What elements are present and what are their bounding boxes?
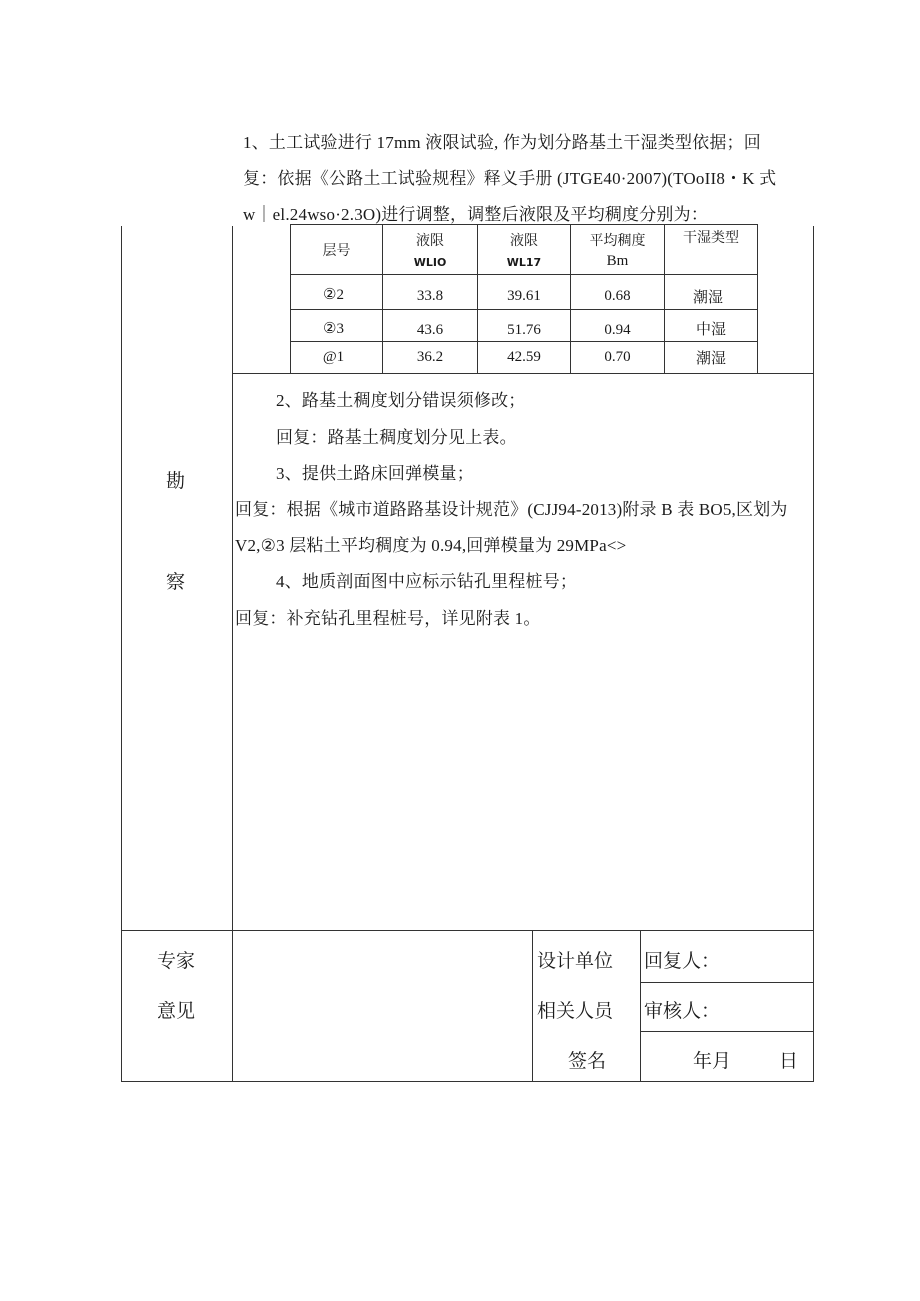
- inner-col-line-5: [757, 224, 758, 373]
- inner-table-divider: [232, 373, 814, 374]
- row1-wl17: 39.61: [507, 287, 541, 304]
- side-label-cha: 察: [166, 572, 186, 593]
- row2-wl17: 51.76: [507, 321, 541, 338]
- row1-wl10: 33.8: [416, 287, 444, 304]
- outer-left-border: [121, 226, 122, 1082]
- reviewer-label: 审核人：: [644, 1001, 721, 1022]
- footer-top-border: [121, 930, 814, 931]
- date-day: 日: [779, 1051, 799, 1072]
- body-reply-3-line-2: V2,②3 层粘土平均稠度为 0.94,回弹模量为 29MPa<>: [235, 536, 627, 555]
- intro-line-2: 复：依据《公路土工试验规程》释义手册 (JTGE40·2007)(TOoII8・K 式: [243, 169, 777, 188]
- replier-label: 回复人：: [644, 951, 721, 972]
- row2-wl10: 43.6: [416, 321, 444, 338]
- header-type: 干湿类型: [683, 230, 739, 246]
- row1-type: 潮湿: [692, 289, 723, 306]
- date-year-month: 年月: [693, 1051, 732, 1072]
- body-reply-2: 回复：路基土稠度划分见上表。: [276, 428, 517, 447]
- header-wl10-label: 液限: [416, 233, 444, 249]
- body-item-3: 3、提供土路床回弹模量；: [276, 464, 474, 483]
- row2-layer: ②3: [323, 320, 344, 337]
- expert-label-line-2: 意见: [157, 1001, 196, 1022]
- header-wl10: [383, 225, 477, 274]
- footer-divider-design: [532, 930, 533, 1082]
- header-consistency-label: 平均稠度: [589, 232, 646, 249]
- body-item-2: 2、路基土稠度划分错误须修改；: [276, 391, 526, 410]
- header-consistency-sub: Bm: [606, 252, 629, 269]
- row1-bm: 0.68: [604, 287, 631, 304]
- body-reply-4: 回复：补充钻孔里程桩号，详见附表 1。: [235, 609, 541, 628]
- row3-wl17: 42.59: [507, 349, 541, 365]
- expert-label-line-1: 专家: [157, 951, 196, 972]
- row3-layer: @1: [322, 349, 345, 365]
- side-label-kan: 勘: [166, 471, 186, 492]
- header-wl17: [478, 225, 570, 274]
- header-consistency: [571, 225, 664, 274]
- row3-wl10: 36.2: [416, 349, 444, 365]
- header-wl17-sub: WL17: [506, 256, 542, 269]
- row1-layer: ②2: [323, 286, 344, 303]
- row3-bm: 0.70: [604, 349, 631, 365]
- design-staff-label: 相关人员: [537, 1001, 614, 1022]
- row2-bm: 0.94: [604, 321, 631, 338]
- header-wl10-sub: WLIO: [413, 256, 447, 269]
- footer-sign-row-1: [640, 982, 814, 983]
- body-reply-3-line-1: 回复：根据《城市道路路基设计规范》(CJJ94-2013)附录 B 表 BO5,区划为: [235, 500, 788, 519]
- outer-bottom-border: [121, 1081, 814, 1082]
- body-item-4: 4、地质剖面图中应标示钻孔里程桩号；: [276, 572, 578, 591]
- footer-sign-row-2: [640, 1031, 814, 1032]
- design-unit-label: 设计单位: [537, 951, 614, 972]
- intro-line-3: w｜el.24wso·2.3O)进行调整，调整后液限及平均稠度分别为：: [243, 205, 709, 224]
- header-layer: 层号: [322, 242, 351, 259]
- inner-row-line-1: [290, 274, 758, 275]
- row3-type: 潮湿: [695, 351, 726, 367]
- footer-divider-sign: [640, 930, 641, 1082]
- header-wl17-label: 液限: [510, 233, 538, 249]
- label-column-divider: [232, 226, 233, 1082]
- intro-line-1: 1、土工试验进行 17mm 液限试验, 作为划分路基土干湿类型依据；回: [243, 133, 761, 152]
- outer-right-border: [813, 226, 814, 1082]
- design-sign-label: 签名: [568, 1051, 607, 1072]
- row2-type: 中湿: [695, 321, 726, 338]
